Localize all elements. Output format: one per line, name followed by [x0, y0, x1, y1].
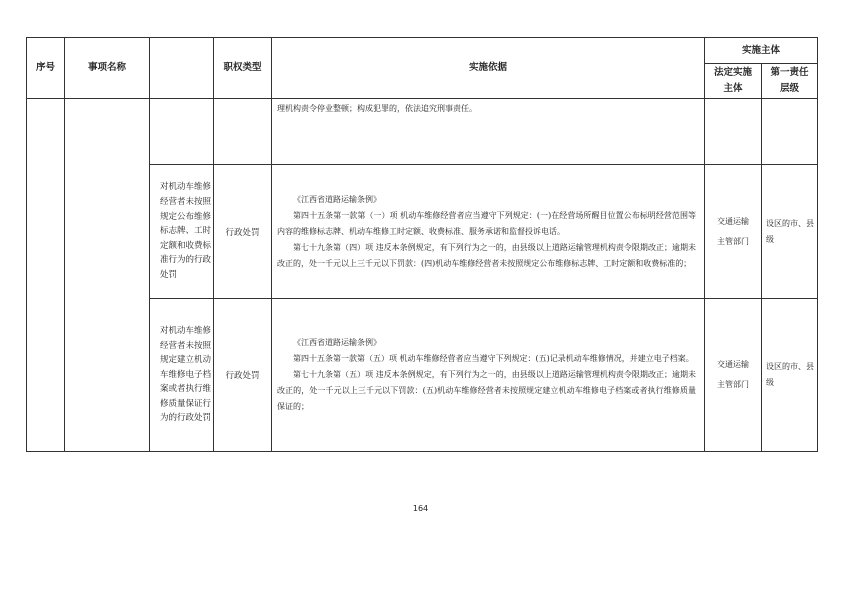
header-basis: 实施依据 [272, 38, 705, 99]
header-responsibility-level: 第一责任 层级 [762, 64, 818, 99]
basis-paragraph: 第七十九条第（五）项 违反本条例规定，有下列行为之一的，由县级以上道路运输管理机构责令限期改正；逾期未改正的，处一千元以上三千元以下罚款：(五)机动车维修经营者未按照规定建立机动车维修电子档案或者执行维修质量保证的； [277, 370, 696, 411]
sub-item-cell: 对机动车维修经营者未按照规定建立机动车维修电子档案或者执行维修质量保证行为的行政处罚 [150, 299, 214, 452]
header-blank [150, 38, 214, 99]
basis-paragraph: 第四十五条第一款第（一）项 机动车维修经营者应当遵守下列规定：(一)在经营场所醒目位置公布标明经营范围等内容的维修标志牌、机动车维修工时定额、收费标准、服务承诺和监督投诉电话。 [277, 210, 696, 236]
legal-subject-cell: 交通运输 主管部门 [705, 299, 762, 452]
header-power-type: 职权类型 [214, 38, 272, 99]
seq-cell [27, 99, 65, 452]
basis-source-title: 《江西省道路运输条例》 [293, 338, 381, 347]
basis-cell [272, 99, 705, 165]
power-type-cell [214, 99, 272, 165]
legal-subject-cell [705, 99, 762, 165]
basis-cell [272, 165, 705, 299]
power-type-cell: 行政处罚 [214, 165, 272, 299]
header-subject: 实施主体 [705, 38, 818, 64]
sub-item-cell [150, 99, 214, 165]
responsibility-level-cell: 设区的市、县级 [762, 165, 818, 299]
item-name-cell [65, 99, 150, 452]
table-row [27, 99, 818, 165]
responsibility-level-cell [762, 99, 818, 165]
legal-subject-cell: 交通运输 主管部门 [705, 165, 762, 299]
authority-table [26, 37, 818, 452]
header-seq: 序号 [27, 38, 65, 99]
power-type-cell: 行政处罚 [214, 299, 272, 452]
header-legal-subject: 法定实施 主体 [705, 64, 762, 99]
header-item-name: 事项名称 [65, 38, 150, 99]
basis-paragraph: 理机构责令停业整顿；构成犯罪的，依法追究刑事责任。 [277, 104, 477, 113]
page-number: 164 [412, 504, 429, 513]
basis-paragraph: 第七十九条第（四）项 违反本条例规定，有下列行为之一的，由县级以上道路运输管理机构责令限期改正；逾期未改正的，处一千元以上三千元以下罚款：(四)机动车维修经营者未按照规定公布维修标志牌、工时定额和收费标准的； [277, 242, 696, 268]
sub-item-cell: 对机动车维修经营者未按照规定公布维修标志牌、工时定额和收费标准行为的行政处罚 [150, 165, 214, 299]
basis-source-title: 《江西省道路运输条例》 [293, 194, 381, 204]
basis-paragraph: 第四十五条第一款第（五）项 机动车维修经营者应当遵守下列规定：(五)记录机动车维修情况，并建立电子档案。 [293, 354, 694, 363]
responsibility-level-cell: 设区的市、县级 [762, 299, 818, 452]
basis-cell [272, 299, 705, 452]
